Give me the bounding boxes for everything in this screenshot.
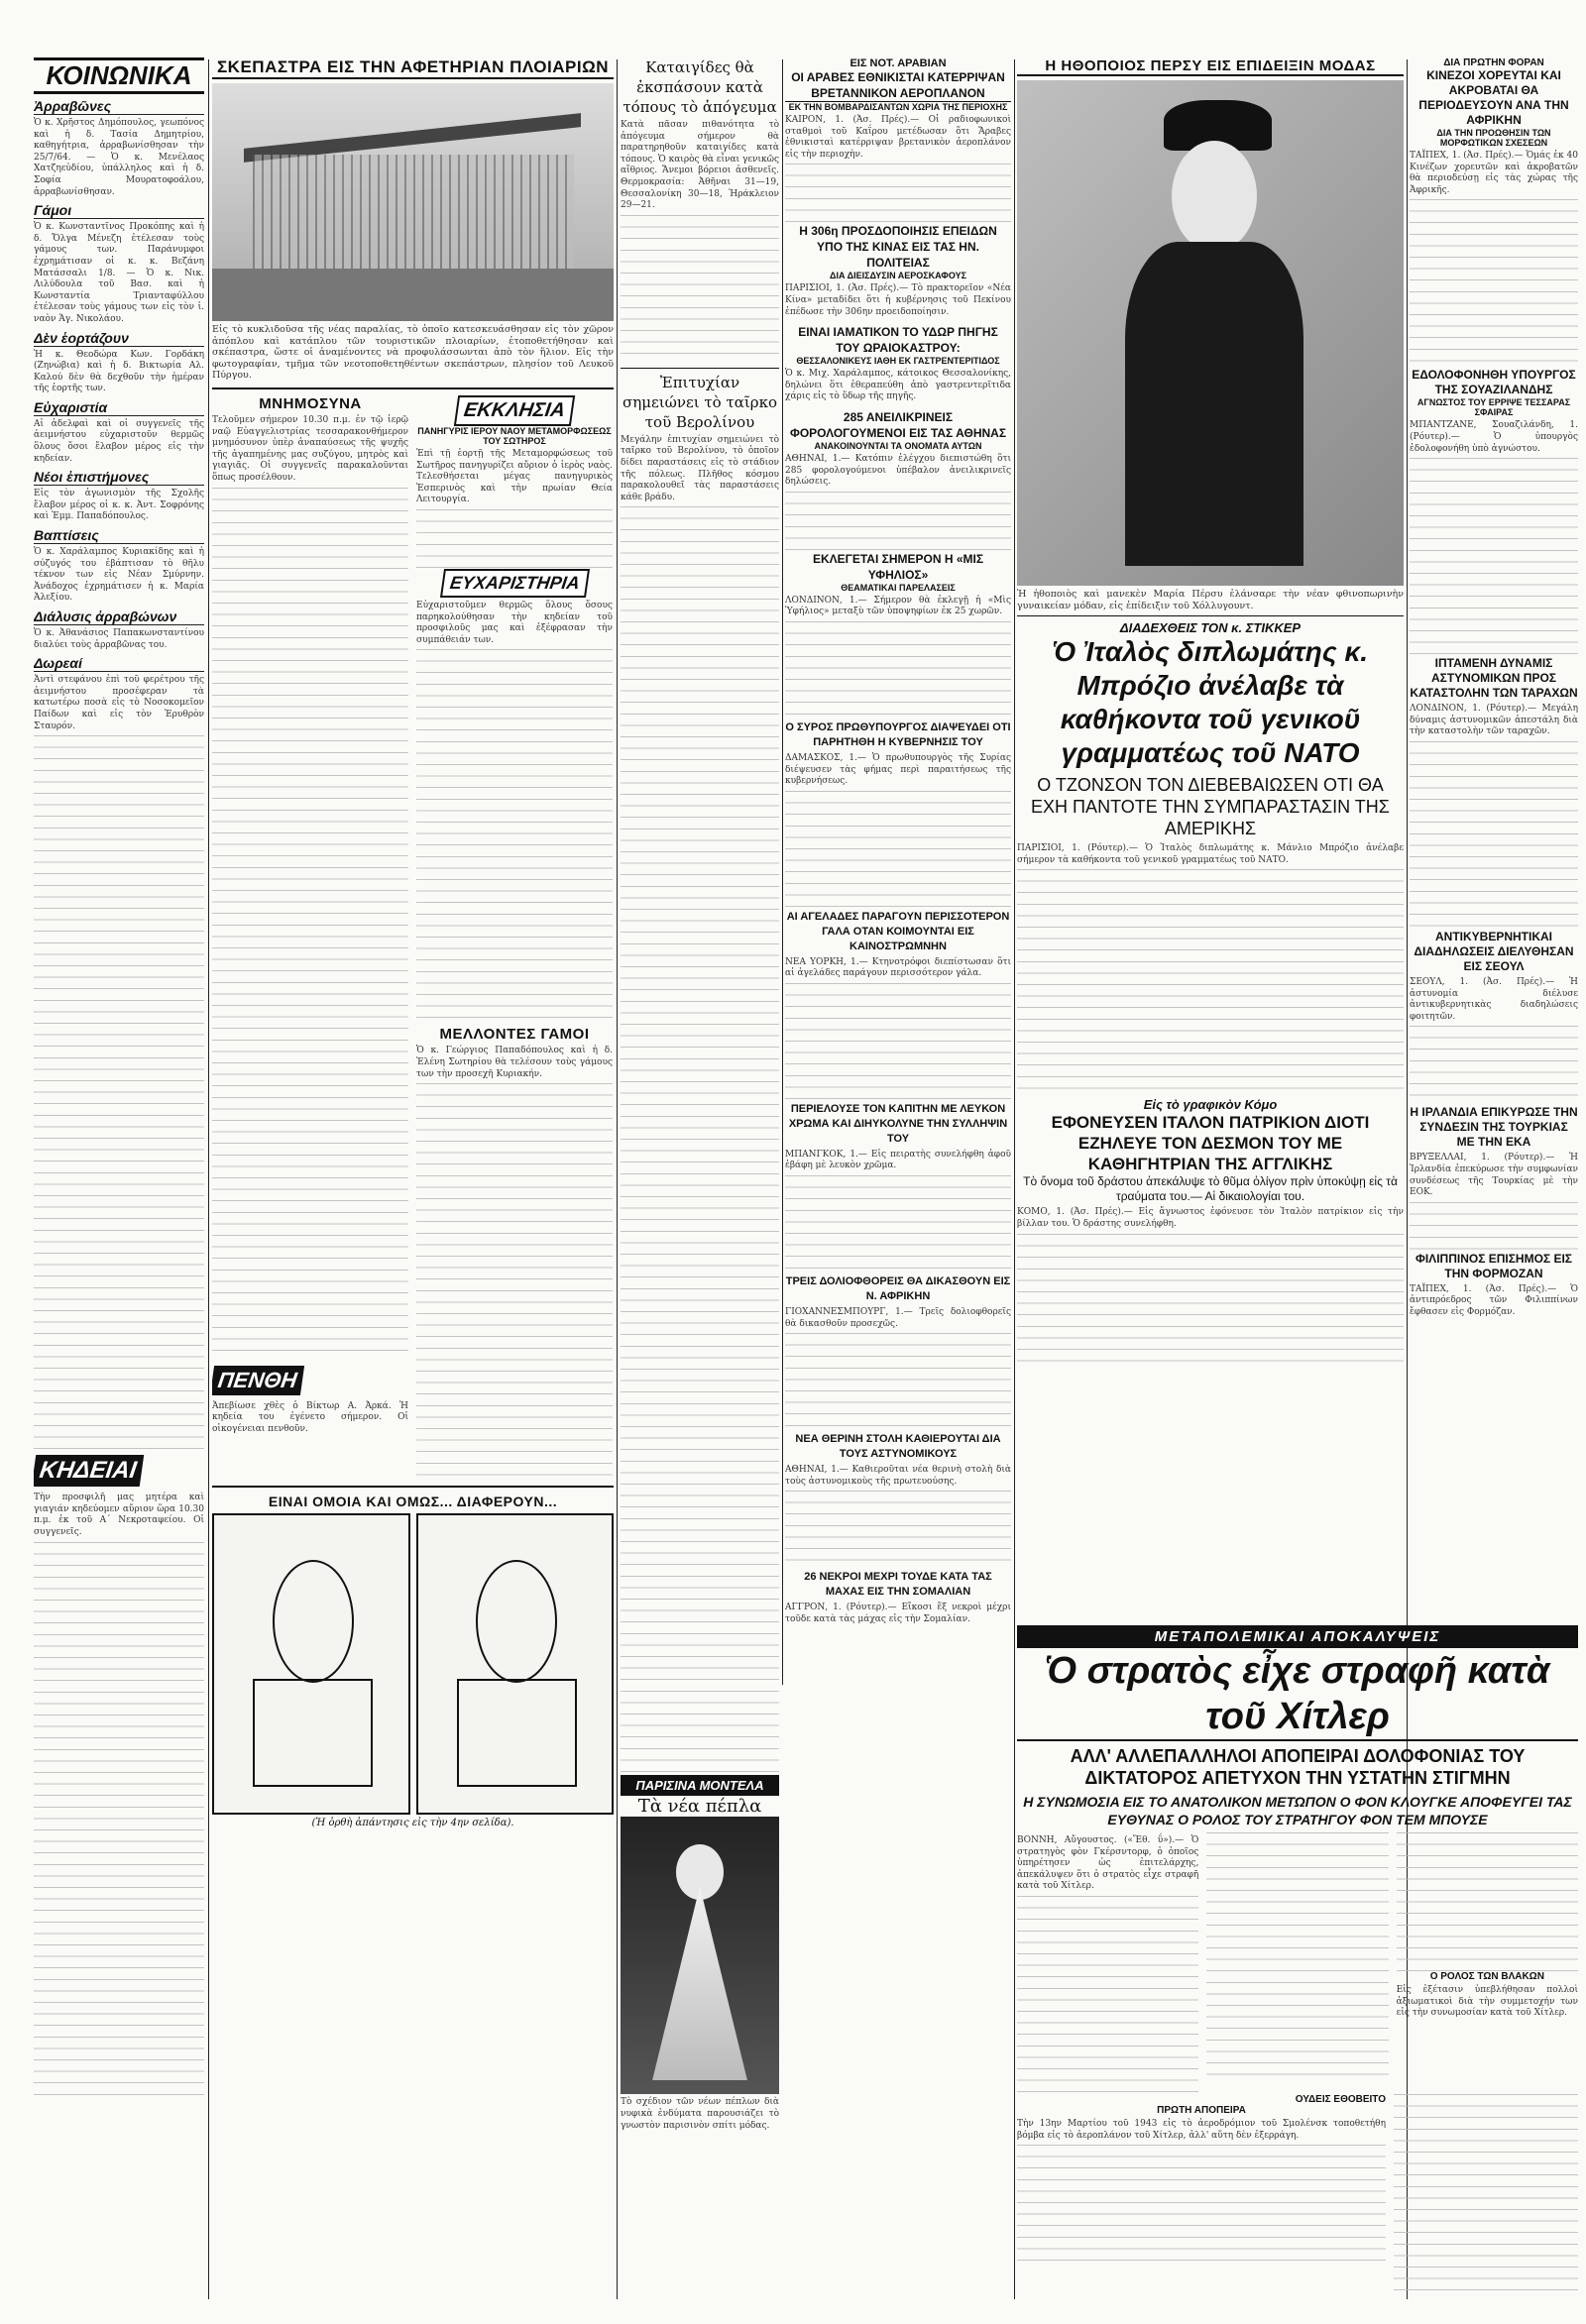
article-text: Ὁ κ. Χρῆστος Δημόπουλος, γεωπόνος καὶ ἡ δ. Τασία Δημητρίου, καθηγήτρια, ἀρραβωνίσθησαν τὴν 25/7/64. — Ὁ κ. Μενέλαος Χατζηεὐδίου, ὑπάλληλος καὶ ἡ δ. Σοφία Μουρατοφοάλου, ἀρραβωνίσθησαν. — [34, 118, 204, 197]
headline: ΟΙ ΑΡΑΒΕΣ ΕΘΝΙΚΙΣΤΑΙ ΚΑΤΕΡΡΙΨΑΝ ΒΡΕΤΑΝΝΙΚΟΝ ΑΕΡΟΠΛΑΝΟΝ — [791, 70, 1005, 100]
text-filler — [785, 1175, 1011, 1274]
article-text: ΒΟΝΝΗ, Αὔγουστος. («Ἔθ. ΰ»).— Ὁ στρατηγὸς φὸν Γκέρσντορφ, ὁ ὁποῖος ὑπηρέτησεν ὡς ἐπιτελάρχης, ἀπεκάλυψεν ὅτι ὁ στρατὸς εἶχε στραφῆ κατὰ τοῦ Χίτλερ. — [1017, 1835, 1199, 1892]
headline: Ἐπιτυχίαν σημειώνει τὸ ταῖρκο τοῦ Βερολίνου — [622, 373, 778, 431]
article-text: ΜΠΑΝΓΚΟΚ, 1.— Εἰς πειρατὴς συνελήφθη ἀφοῦ ἐβάφη μὲ λευκὸν χρῶμα. — [785, 1149, 1011, 1171]
article-text: Εἰς ἐξέτασιν ὑπεβλήθησαν πολλοὶ ἀξιωματικοὶ διὰ τὴν συμμετοχήν των εἰς τὴν συνωμοσίαν κατὰ τοῦ Χίτλερ. — [1396, 1985, 1578, 2019]
photo-caption: Ἡ ἡθοποιὸς καὶ μανεκὲν Μαρία Πέρσυ ἐλάνσαρε τὴν νέαν φθινοπωρινὴν γυναικείαν μόδαν, εἰς ἐπίδειξιν τοῦ Χόλλυγουντ. — [1017, 589, 1404, 611]
headline: Ο ΤΖΟΝΣΟΝ ΤΟΝ ΔΙΕΒΕΒΑΙΩΣΕΝ ΟΤΙ ΘΑ ΕΧΗ ΠΑΝΤΟΤΕ ΤΗΝ ΣΥΜΠΑΡΑΣΤΑΣΙΝ ΤΗΣ ΑΜΕΡΙΚΗΣ — [1031, 775, 1390, 839]
subheading: ΠΑΝΗΓΥΡΙΣ ΙΕΡΟΥ ΝΑΟΥ ΜΕΤΑΜΟΡΦΩΣΕΩΣ ΤΟΥ ΣΩΤΗΡΟΣ — [417, 425, 612, 446]
headline: ΝΕΑ ΘΕΡΙΝΗ ΣΤΟΛΗ ΚΑΘΙΕΡΟΥΤΑΙ ΔΙΑ ΤΟΥΣ ΑΣΤΥΝΟΜΙΚΟΥΣ — [795, 1433, 1001, 1461]
article-text: Αἱ ἀδελφαὶ καὶ οἱ συγγενεῖς τῆς ἀειμνήστου εὐχαριστοῦν θερμῶς ὅλους ὅσοι ἔλαβον μέρος εἰς τὴν κηδείαν. — [34, 418, 204, 464]
headline: Η ΙΡΛΑΝΔΙΑ ΕΠΙΚΥΡΩΣΕ ΤΗΝ ΣΥΝΔΕΣΙΝ ΤΗΣ ΤΟΥΡΚΙΑΣ ΜΕ ΤΗΝ ΕΚΑ — [1410, 1105, 1578, 1150]
subheading: ΘΕΑΜΑΤΙΚΑΙ ΠΑΡΕΛΑΣΕΙΣ — [841, 582, 956, 593]
text-filler — [1410, 1202, 1578, 1252]
subheading: ΘΕΣΣΑΛΟΝΙΚΕΥΣ ΙΑΘΗ ΕΚ ΓΑΣΤΡΕΝΤΕΡΙΤΙΔΟΣ — [796, 356, 1000, 367]
article-text: ΑΘΗΝΑΙ, 1.— Κατόπιν ἐλέγχου διεπιστώθη ὅτι 285 φορολογούμενοι ὑπέβαλον ἀνειλικρινεῖς δηλώσεις. — [785, 453, 1011, 488]
section-heading: Εὐχαριστία — [34, 399, 204, 416]
article-text: ΛΟΝΔΙΝΟΝ, 1. (Ρόυτερ).— Μεγάλη δύναμις ἀστυνομικῶν ἀπεστάλη διὰ τὴν καταστολὴν τῶν ταραχῶν. — [1410, 704, 1578, 737]
text-filler — [1397, 1832, 1578, 1971]
article-text: Εὐχαριστοῦμεν θερμῶς ὅλους ὅσους παρηκολούθησαν τὴν κηδείαν τοῦ προσφιλοῦς μας καὶ ἐξέφρασαν τὴν συμπάθειάν των. — [416, 600, 613, 645]
kicker: ΔΙΑ ΠΡΩΤΗΝ ΦΟΡΑΝ — [1443, 57, 1544, 68]
text-filler — [1017, 2145, 1386, 2264]
section-heading: Ἀρραβῶνες — [34, 98, 204, 115]
main-headline: Ὁ Ἰταλὸς διπλωμάτης κ. Μπρόζιο ἀνέλαβε τὰ καθήκοντα τοῦ γενικοῦ γραμματέως τοῦ ΝΑΤΟ — [1052, 636, 1369, 769]
headline: ΠΕΡΙΕΛΟΥΣΕ ΤΟΝ ΚΑΠΙΤΗΝ ΜΕ ΛΕΥΚΟΝ ΧΡΩΜΑ ΚΑΙ ΔΙΗΥΚΟΛΥΝΕ ΤΗΝ ΣΥΛΛΗΨΙΝ ΤΟΥ — [788, 1102, 1008, 1145]
article-text: Ὁ κ. Χαράλαμπος Κυριακίδης καὶ ἡ σύζυγός του ἐβάπτισαν τὸ θῆλυ τέκνον των εἰς Νέαν Σμύρνην. Ἀνάδοχος ἐχρημάτισεν ἡ κ. Μαρία Ἀλεξίου. — [34, 547, 204, 604]
article-text: Ὁ κ. Ἀθανάσιος Παπακωνσταντίνου διαλύει τοὺς ἀρραβῶνας του. — [34, 628, 204, 650]
article-text: ΣΕΟΥΛ, 1. (Ἀσ. Πρές).— Ἡ ἀστυνομία διέλυσε ἀντικυβερνητικὰς διαδηλώσεις φοιτητῶν. — [1410, 976, 1578, 1022]
column-four — [785, 57, 1011, 1629]
headline: ΕΙΝΑΙ ΙΑΜΑΤΙΚΟΝ ΤΟ ΥΔΩΡ ΠΗΓΗΣ ΤΟΥ ΩΡΑΙΟΚΑΣΤΡΟΥ: — [798, 325, 998, 356]
headline: 26 ΝΕΚΡΟΙ ΜΕΧΡΙ ΤΟΥΔΕ ΚΑΤΑ ΤΑΣ ΜΑΧΑΣ ΕΙΣ ΤΗΝ ΣΟΜΑΛΙΑΝ — [804, 1571, 992, 1599]
article-text: Ἐπὶ τῇ ἑορτῇ τῆς Μεταμορφώσεως τοῦ Σωτῆρος πανηγυρίζει αὔριον ὁ ἱερὸς ναὸς. Τελεσθήσεται μέγας πανηγυρικὸς Ἑσπερινὸς καὶ τὴν πρωίαν Θεία Λειτουργία. — [416, 448, 613, 505]
section-heading: Βαπτίσεις — [34, 527, 204, 544]
text-filler — [785, 164, 1011, 223]
text-filler — [34, 735, 204, 1449]
article-text: ΑΘΗΝΑΙ, 1.— Καθιεροῦται νέα θερινὴ στολὴ διὰ τοὺς ἀστυνομικοὺς τῆς πρωτευούσης. — [785, 1465, 1011, 1487]
text-filler — [1410, 458, 1578, 656]
kicker: Εἰς τὸ γραφικὸν Κόμο — [1143, 1097, 1278, 1113]
social-column — [34, 57, 204, 2297]
article-text: Ἀπεβίωσε χθὲς ὁ Βίκτωρ Α. Ἀρκά. Ἡ κηδεία του ἐγένετο σήμερον. Οἱ οἰκογένειαι πενθοῦν. — [212, 1400, 408, 1434]
text-filler — [1206, 1832, 1388, 2080]
subheading: Ο ΡΟΛΟΣ ΤΩΝ ΒΛΑΚΩΝ — [1429, 1971, 1544, 1982]
cartoon-caption: (Ἡ ὀρθὴ ἀπάντησις εἰς τὴν 4ην σελίδα). — [311, 1818, 514, 1829]
article-text: Ὁ κ. Μιχ. Χαράλαμπος, κάτοικος Θεσσαλονίκης, δηλώνει ὅτι ἐθεραπεύθη ἀπὸ γαστρεντερῖτιδα χάρις εἰς τὸ ὕδωρ τῆς πηγῆς. — [785, 369, 1011, 402]
subheading: ΕΚ ΤΗΝ ΒΟΜΒΑΡΔΙΣΑΝΤΩΝ ΧΩΡΙΑ ΤΗΣ ΠΕΡΙΟΧΗΣ — [785, 101, 1011, 112]
text-filler — [785, 621, 1011, 720]
subheading: ΟΥΔΕΙΣ ΕΘΟΒΕΙΤΟ — [1295, 2093, 1386, 2105]
column-five — [1017, 57, 1404, 1363]
subheading: ΑΓΝΩΣΤΟΣ ΤΟΥ ΕΡΡΙΨΕ ΤΕΣΣΑΡΑΣ ΣΦΑΙΡΑΣ — [1416, 397, 1571, 418]
headline: Καταιγίδες θὰ ἐκσπάσουν κατὰ τόπους τὸ ἀπόγευμα — [623, 58, 777, 116]
headline: ΤΡΕΙΣ ΔΟΛΙΟΦΘΟΡΕΙΣ ΘΑ ΔΙΚΑΣΘΟΥΝ ΕΙΣ Ν. ΑΦΡΙΚΗΝ — [785, 1275, 1011, 1303]
article-text: ΤΑΪΠΕΧ, 1. (Ἀσ. Πρές).— Ὁ ἀντιπρόεδρος τῶν Φιλιππίνων ἔφθασεν εἰς Φορμόζαν. — [1410, 1283, 1578, 1317]
kideiai-title: ΚΗΔΕΙΑΙ — [34, 1455, 145, 1487]
section-heading: Γάμοι — [34, 202, 204, 219]
article-text: ΠΑΡΙΣΙΟΙ, 1. (Ρόυτερ).— Ὁ Ἰταλὸς διπλωμάτης κ. Μάνλιο Μπρόζιο ἀνέλαβε σήμερον τὰ καθήκοντα τοῦ γενικοῦ γραμματέως τοῦ ΝΑΤΟ. — [1017, 843, 1404, 865]
article-text: ΚΟΜΟ, 1. (Ἀσ. Πρές).— Εἰς ἄγνωστος ἐφόνευσε τὸν Ἰταλὸν πατρίκιον εἰς τὴν βίλλαν του. Ὁ δράστης συνελήφθη. — [1017, 1207, 1404, 1229]
subheading: ΔΙΑ ΤΗΝ ΠΡΟΩΘΗΣΙΝ ΤΩΝ ΜΟΡΦΩΤΙΚΩΝ ΣΧΕΣΕΩΝ — [1436, 128, 1551, 148]
subheading: ΑΝΑΚΟΙΝΟΥΝΤΑΙ ΤΑ ΟΝΟΜΑΤΑ ΑΥΤΩΝ — [814, 440, 982, 451]
section-heading: Δωρεαί — [34, 655, 204, 672]
text-filler — [34, 1542, 204, 2097]
text-filler — [416, 509, 613, 569]
column-rule — [1014, 59, 1015, 2299]
article-text: ΜΠΑΝΤΖΑΝΕ, Σουαζιλάνδη, 1. (Ρόυτερ).— Ὁ ὑπουργὸς ἐδολοφονήθη ὑπὸ ἀγνώστου. — [1410, 420, 1578, 454]
article-text: ΑΓΓΡΟΝ, 1. (Ρόυτερ).— Εἴκοσι ἕξ νεκροὶ μέχρι τοῦδε κατὰ τὰς μάχας εἰς τὴν Σομαλίαν. — [785, 1603, 1011, 1625]
article-text: ΓΙΟΧΑΝΝΕΣΜΠΟΥΡΓ, 1.— Τρεῖς δολιοφθορεῖς θὰ δικασθοῦν προσεχῶς. — [785, 1307, 1011, 1329]
text-filler — [212, 488, 408, 1360]
main-headline: Ὁ στρατὸς εἶχε στραφῆ κατὰ τοῦ Χίτλερ — [1017, 1648, 1578, 1741]
text-filler — [1410, 199, 1578, 368]
hitler-story — [1017, 1625, 1578, 2292]
article-text: Τελοῦμεν σήμερον 10.30 π.μ. ἐν τῷ ἱερῷ ναῷ Εὐαγγελιστρίας τεσσαρακονθήμερον μνημόσυνον ὑπὲρ ἀναπαύσεως τῆς ψυχῆς τῆς ἀγαπημένης μας συζύγου, μητρὸς καὶ γιαγιᾶς. Οἱ συγγενεῖς παρακαλοῦνται ὅπως προσέλθουν. — [212, 414, 408, 483]
section-heading: Δὲν ἑορτάζουν — [34, 330, 204, 347]
headline: Τὰ νέα πέπλα — [637, 1796, 762, 1818]
article-text: Μεγάλην ἐπιτυχίαν σημειώνει τὸ ταῖρκο τοῦ Βερολίνου, τὸ ὁποῖον δίδει παραστάσεις εἰς τὸ στάδιον τῆς πόλεως. Πλῆθος κόσμου παρακολουθεῖ τὰς παραστάσεις κάθε βράδυ. — [621, 434, 779, 502]
section-heading: ΜΝΗΜΟΣΥΝΑ — [259, 394, 362, 412]
subheading: ΔΙΑ ΔΙΕΙΣΔΥΣΙΝ ΑΕΡΟΣΚΑΦΟΥΣ — [830, 271, 966, 281]
subheading: Τὸ ὄνομα τοῦ δράστου ἀπεκάλυψε τὸ θῦμα ὀλίγον πρὶν ὑποκύψῃ εἰς τὰ τραύματα του.— Αἱ δικαιολογίαι του. — [1023, 1174, 1398, 1204]
kicker: ΔΙΑΔΕΧΘΕΙΣ ΤΟΝ κ. ΣΤΙΚΚΕΡ — [1119, 620, 1302, 636]
photo-caption: Τὸ σχέδιον τῶν νέων πέπλων διὰ νυφικὰ ἐνδύματα παρουσιάζει τὸ γνωστὸν παρισινὸν σπίτι μόδας. — [621, 2097, 779, 2131]
actress-photo — [1017, 80, 1404, 586]
text-filler — [1394, 2094, 1578, 2292]
article-text: Ὁ κ. Γεώργιος Παπαδόπουλος καὶ ἡ δ. Ἐλένη Σωτηρίου θὰ τελέσουν τοὺς γάμους των τὴν προσεχῆ Κυριακήν. — [416, 1046, 613, 1079]
section-heading: Νέοι ἐπιστήμονες — [34, 469, 204, 486]
article-text: ΚΑΙΡΟΝ, 1. (Ἀσ. Πρές).— Οἱ ραδιοφωνικοὶ σταθμοὶ τοῦ Καΐρου μετέδωσαν ὅτι Ἄραβες ἐθνικισταὶ κατέρριψαν βρετανικὸν ἀεροπλάνον εἰς τὴν περιοχὴν. — [785, 115, 1011, 160]
article-text: ΝΕΑ ΥΟΡΚΗ, 1.— Κτηνοτρόφοι διεπίστωσαν ὅτι αἱ ἀγελάδες παράγουν περισσότερον γάλα. — [785, 956, 1011, 979]
text-filler — [785, 791, 1011, 910]
article-text: Κατὰ πᾶσαν πιθανότητα τὸ ἀπόγευμα σήμερον θὰ παρατηρηθοῦν καταιγίδες κατὰ τόπους. Ὁ καιρὸς θὰ εἶναι γενικῶς αἴθριος. Ἄνεμοι βόρειοι ἀσθενεῖς. Θερμοκρασία: Ἀθῆναι 31—19, Θεσσαλονίκη 30—18, Ἡράκλειον 29—21. — [621, 120, 779, 211]
section-heading: Διάλυσις ἀρραβώνων — [34, 609, 204, 625]
headline: Ο ΣΥΡΟΣ ΠΡΩΘΥΠΟΥΡΓΟΣ ΔΙΑΨΕΥΔΕΙ ΟΤΙ ΠΑΡΗΤΗΘΗ Η ΚΥΒΕΡΝΗΣΙΣ ΤΟΥ — [785, 720, 1011, 748]
column-rule — [208, 59, 209, 2299]
headline: ΑΙ ΑΓΕΛΑΔΕΣ ΠΑΡΑΓΟΥΝ ΠΕΡΙΣΣΟΤΕΡΟΝ ΓΑΛΑ ΟΤΑΝ ΚΟΙΜΟΥΝΤΑΙ ΕΙΣ ΚΑΙΝΟΣΤΡΩΜΝΗΝ — [786, 910, 1010, 952]
article-text: Ὁ κ. Κωνσταντῖνος Προκόπης καὶ ἡ δ. Ὄλγα Μένεζη ἐτέλεσαν τοὺς γάμους των. Παράνυμφοι ἐχρημάτισαν οἱ κ. κ. Βεζάνη Ματάσσαλι 1/8. — Ὁ κ. Νικ. Λιλύδουλα τοῦ Βασ. καὶ ἡ Κωνσταντία Τριανταφύλλου ἐτέλεσαν τοὺς γάμους των εἰς τὸν ἱ. ναὸν Ἁγ. Νικολάου. — [34, 222, 204, 324]
article-text: Εἰς τὸν ἀγωνισμὸν τῆς Σχολῆς ἔλαβον μέρος οἱ κ. κ. Ἀντ. Σοφρόνης καὶ Ἐμμ. Παπαδόπουλος. — [34, 489, 204, 522]
headline: ΕΦΟΝΕΥΣΕΝ ΙΤΑΛΟΝ ΠΑΤΡΙΚΙΟΝ ΔΙΟΤΙ ΕΖΗΛΕΥΕ ΤΟΝ ΔΕΣΜΟΝ ΤΟΥ ΜΕ ΚΑΘΗΓΗΤΡΙΑΝ ΤΗΣ ΑΓΓΛΙΚΗΣ — [1051, 1113, 1370, 1174]
social-title: ΚΟΙΝΩΝΙΚΑ — [34, 57, 204, 94]
parisina-banner: ΠΑΡΙΣΙΝΑ ΜΟΝΤΕΛΑ — [621, 1775, 779, 1796]
text-filler — [785, 1491, 1011, 1570]
kicker: ΕΙΣ ΝΟΤ. ΑΡΑΒΙΑΝ — [850, 57, 947, 69]
headline: 285 ΑΝΕΙΛΙΚΡΙΝΕΙΣ ΦΟΡΟΛΟΓΟΥΜΕΝΟΙ ΕΙΣ ΤΑΣ ΑΘΗΝΑΣ — [789, 409, 1007, 440]
headline: Η ΗΘΟΠΟΙΟΣ ΠΕΡΣΥ ΕΙΣ ΕΠΙΔΕΙΞΙΝ ΜΟΔΑΣ — [1017, 57, 1404, 76]
text-filler — [785, 983, 1011, 1102]
headline: ΑΛΛ' ΑΛΛΕΠΑΛΛΗΛΟΙ ΑΠΟΠΕΙΡΑΙ ΔΟΛΟΦΟΝΙΑΣ ΤΟΥ ΔΙΚΤΑΤΟΡΟΣ ΑΠΕΤΥΧΟΝ ΤΗΝ ΥΣΤΑΤΗΝ ΣΤΙΓΜΗΝ — [1070, 1746, 1526, 1788]
column-six — [1410, 57, 1578, 1321]
text-filler — [621, 506, 779, 1775]
article-text: ΠΑΡΙΣΙΟΙ, 1. (Ἀσ. Πρές).— Τὸ πρακτορεῖον «Νέα Κίνα» μεταδίδει ὅτι ἡ κυβέρνησις τοῦ Πεκίνου ἐπέδωσε τὴν 306ην προειδοποίησιν. — [785, 283, 1011, 317]
headline: ΦΙΛΙΠΠΙΝΟΣ ΕΠΙΣΗΜΟΣ ΕΙΣ ΤΗΝ ΦΟΡΜΟΖΑΝ — [1416, 1251, 1572, 1280]
cartoon-left — [212, 1513, 410, 1815]
article-text: Τὴν 13ην Μαρτίου τοῦ 1943 εἰς τὸ ἀεροδρόμιον τοῦ Σμολένσκ τοποθετήθη βόμβα εἰς τὸ ἀεροπλάνον τοῦ Χίτλερ, ἀλλ' αὕτη δὲν ἐξερράγη. — [1017, 2118, 1386, 2141]
text-filler — [785, 492, 1011, 551]
photo-caption: Εἰς τὸ κυκλιδοῦσα τῆς νέας παραλίας, τὸ ὁποῖο κατεσκευάσθησαν εἰς τὸν χῶρον ἀπόπλου καὶ κατάπλου τῶν τουριστικῶν πλοιαρίων, ἐτοποθετήθησαν καὶ σκέπαστρα, ὥστε οἱ ἀναμένοντες νὰ προφυλάσσωνται ἀπὸ τὸν ἥλιον. Εἰς τὴν φωτογραφίαν, τμῆμα τῶν νεοτοποθετηθέντων σκεπάστρων, πλησίον τοῦ Λευκοῦ Πύργου. — [212, 324, 614, 382]
headline: ΕΚΛΕΓΕΤΑΙ ΣΗΜΕΡΟΝ Η «ΜΙΣ ΥΦΗΛΙΟΣ» — [812, 551, 984, 582]
text-filler — [1017, 869, 1404, 1097]
text-filler — [1410, 741, 1578, 930]
article-text: Τὴν προσφιλῆ μας μητέρα καὶ γιαγιάν κηδεύομεν αὔριον ὥρα 10.30 π.μ. ἐκ τοῦ Α΄ Νεκροταφείου. Οἱ συγγενεῖς. — [34, 1493, 204, 1537]
column-rule — [617, 59, 618, 2299]
ekklisia-title: ΕΚΚΛΗΣΙΑ — [454, 395, 575, 426]
article-text: Ἀντὶ στεφάνου ἐπὶ τοῦ φερέτρου τῆς ἀειμνήστου προσέφεραν τὰ κατωτέρω ποσὰ εἰς τὸ Νοσοκομεῖον Παίδων καὶ εἰς τὸν Ἐρυθρὸν Σταυρόν. — [34, 675, 204, 731]
article-text: ΒΡΥΞΕΛΛΑΙ, 1. (Ρόυτερ).— Ἡ Ἰρλανδία ἐπεκύρωσε τὴν συμφωνίαν συνδέσεως τῆς Τουρκίας μὲ τὴν ΕΟΚ. — [1410, 1153, 1578, 1198]
article-text: ΛΟΝΔΙΝΟΝ, 1.— Σήμερον θὰ ἐκλεγῇ ἡ «Μὶς Ὑφήλιος» μεταξὺ τῶν ὑποψηφίων ἐκ 25 χωρῶν. — [785, 595, 1011, 617]
canopy-photo — [212, 83, 614, 321]
text-filler — [621, 215, 779, 364]
headline: ΑΝΤΙΚΥΒΕΡΝΗΤΙΚΑΙ ΔΙΑΔΗΛΩΣΕΙΣ ΔΙΕΛΥΘΗΣΑΝ ΕΙΣ ΣΕΟΥΛ — [1414, 929, 1574, 973]
column-three — [621, 57, 779, 2135]
cartoon-heading: ΕΙΝΑΙ ΟΜΟΙΑ ΚΑΙ ΟΜΩΣ... ΔΙΑΦΕΡΟΥΝ... — [268, 1494, 558, 1510]
veil-photo — [621, 1817, 779, 2094]
headline: Η 306η ΠΡΟΣΔΟΠΟΙΗΣΙΣ ΕΠΕΙΔΩΝ ΥΠΟ ΤΗΣ ΚΙΝΑΣ ΕΙΣ ΤΑΣ ΗΝ. ΠΟΛΙΤΕΙΑΣ — [799, 224, 997, 271]
penthi-title: ΠΕΝΘΗ — [212, 1366, 304, 1395]
column-two — [212, 57, 614, 1828]
headline: ΣΚΕΠΑΣΤΡΑ ΕΙΣ ΤΗΝ ΑΦΕΤΗΡΙΑΝ ΠΛΟΙΑΡΙΩΝ — [212, 57, 614, 79]
efxaristiria-title: ΕΥΧΑΡΙΣΤΗΡΙΑ — [440, 569, 590, 598]
metapolemikai-banner: ΜΕΤΑΠΟΛΕΜΙΚΑΙ ΑΠΟΚΑΛΥΨΕΙΣ — [1017, 1625, 1578, 1648]
article-text: ΤΑΪΠΕΧ, 1. (Ἀσ. Πρές).— Ὁμάς ἐκ 40 Κινέζων χορευτῶν καὶ ἀκροβατῶν θὰ περιοδεύσῃ εἰς τὰς χώρας τῆς Ἀφρικῆς. — [1410, 151, 1578, 195]
text-filler — [1017, 1896, 1198, 2094]
subheading: ΠΡΩΤΗ ΑΠΟΠΕΙΡΑ — [1157, 2104, 1246, 2116]
column-rule — [782, 59, 783, 1685]
article-text: ΔΑΜΑΣΚΟΣ, 1.— Ὁ πρωθυπουργὸς τῆς Συρίας διέψευσεν τὰς φήμας περὶ παραιτήσεως τῆς κυβερνήσεως. — [785, 752, 1011, 787]
headline: ΙΠΤΑΜΕΝΗ ΔΥΝΑΜΙΣ ΑΣΤΥΝΟΜΙΚΩΝ ΠΡΟΣ ΚΑΤΑΣΤΟΛΗΝ ΤΩΝ ΤΑΡΑΧΩΝ — [1410, 656, 1578, 701]
cartoon-right — [416, 1513, 615, 1815]
headline: Η ΣΥΝΩΜΟΣΙΑ ΕΙΣ ΤΟ ΑΝΑΤΟΛΙΚΟΝ ΜΕΤΩΠΟΝ Ο ΦΟΝ ΚΛΟΥΓΚΕ ΑΠΟΦΕΥΓΕΙ ΤΑΣ ΕΥΘΥΝΑΣ Ο ΡΟΛΟΣ ΤΟΥ ΣΤΡΑΤΗΓΟΥ ΦΟΝ ΤΕΜ ΜΠΟΥΣΕ — [1023, 1794, 1572, 1827]
text-filler — [1410, 1026, 1578, 1105]
headline: ΕΔΟΛΟΦΟΝΗΘΗ ΥΠΟΥΡΓΟΣ ΤΗΣ ΣΟΥΑΖΙΛΑΝΔΗΣ — [1412, 368, 1576, 397]
section-heading: ΜΕΛΛΟΝΤΕΣ ΓΑΜΟΙ — [439, 1026, 590, 1044]
text-filler — [416, 649, 613, 1026]
text-filler — [785, 1333, 1011, 1432]
text-filler — [1017, 1234, 1404, 1363]
text-filler — [416, 1083, 613, 1480]
headline: ΚΙΝΕΖΟΙ ΧΟΡΕΥΤΑΙ ΚΑΙ ΑΚΡΟΒΑΤΑΙ ΘΑ ΠΕΡΙΟΔΕΥΣΟΥΝ ΑΝΑ ΤΗΝ ΑΦΡΙΚΗΝ — [1418, 68, 1569, 127]
article-text: Ἡ κ. Θεοδώρα Κων. Γορδάκη (Ζηνώβια) καὶ ἡ δ. Βικτωρία Αλ. Καλού δὲν θὰ δεχθοῦν τὴν ἡμέραν τῆς ἑορτῆς των. — [34, 349, 204, 394]
